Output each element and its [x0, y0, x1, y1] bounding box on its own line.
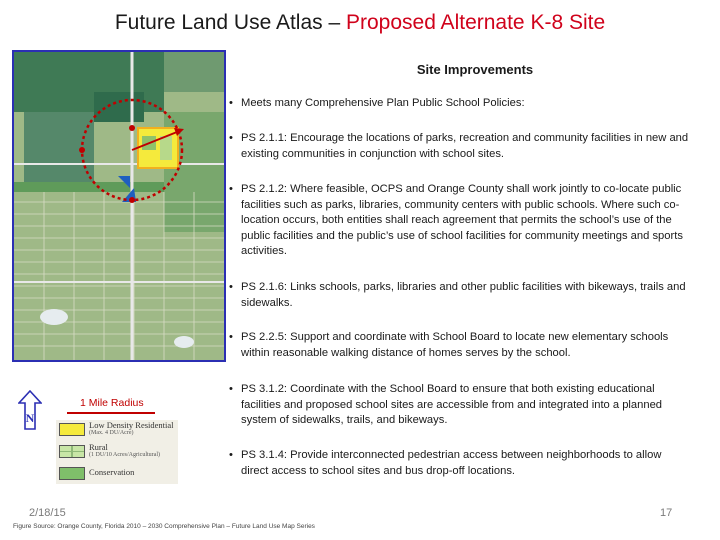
page-number: 17 — [660, 507, 673, 519]
bullet-marker: • — [229, 383, 233, 395]
list-item-text: PS 3.1.4: Provide interconnected pedestrian access between neighborhoods to allow direct access to school sites and bus drop-off locations. — [241, 449, 662, 477]
legend-item — [56, 442, 178, 462]
list-item — [229, 131, 691, 162]
bullet-marker: • — [229, 183, 233, 195]
radius-line — [67, 412, 155, 414]
list-item — [229, 96, 691, 112]
list-item-text: Meets many Comprehensive Plan Public School Policies: — [241, 97, 525, 109]
list-item-text: PS 2.1.2: Where feasible, OCPS and Orange County shall work jointly to co-locate public facilities such as parks, libraries, community centers with public schools. Where such co-location occurs, both entities shall reach agreement that permits the school’s use of the public facilities and the public’s use of school facilities for community meetings and sports activities. — [241, 183, 683, 257]
legend-label: Low Density Residential — [89, 420, 174, 430]
legend-item — [56, 464, 178, 484]
legend-label: Conservation — [89, 467, 135, 477]
title-accent: Proposed Alternate K-8 Site — [345, 11, 606, 34]
legend-swatch — [59, 467, 85, 480]
radius-label: 1 Mile Radius — [80, 397, 144, 409]
bullet-marker: • — [229, 331, 233, 343]
list-item — [229, 280, 691, 311]
bullet-marker: • — [229, 449, 233, 461]
bullet-marker: • — [229, 97, 233, 109]
map-legend — [56, 420, 178, 484]
north-label: N — [25, 411, 35, 425]
bullet-marker: • — [229, 281, 233, 293]
list-item — [229, 448, 691, 479]
legend-label: Rural — [89, 442, 108, 452]
legend-sublabel: (1 DU/10 Acres/Agricultural) — [89, 452, 160, 458]
list-item — [229, 182, 691, 260]
list-item-text: PS 3.1.2: Coordinate with the School Board to ensure that both existing educational facilities and proposed school sites are accessible from and integrated into a planned system of sidewalks, trails, and bikeways. — [241, 383, 663, 426]
map-graphic — [14, 52, 224, 360]
slide-date: 2/18/15 — [29, 507, 66, 519]
legend-item — [56, 420, 178, 440]
land-use-map — [12, 50, 226, 362]
list-item — [229, 382, 691, 429]
bullet-marker: • — [229, 132, 233, 144]
north-arrow-icon — [18, 390, 42, 430]
figure-source: Figure Source: Orange County, Florida 2010 – 2030 Comprehensive Plan – Future Land Use Map Series — [13, 523, 315, 530]
list-item-text: PS 2.1.6: Links schools, parks, libraries and other public facilities with bikeways, trails and sidewalks. — [241, 281, 686, 309]
legend-swatch — [59, 423, 85, 436]
legend-sublabel: (Max. 4 DU/Acre) — [89, 430, 134, 436]
slide-title — [0, 8, 720, 38]
section-subtitle: Site Improvements — [416, 62, 534, 77]
list-item — [229, 330, 691, 361]
legend-swatch — [59, 445, 85, 458]
list-item-text: PS 2.2.5: Support and coordinate with School Board to locate new elementary schools within reasonable walking distance of homes serves by the school. — [241, 331, 669, 359]
list-item-text: PS 2.1.1: Encourage the locations of parks, recreation and community facilities in new and existing communities in conjunction with school sites. — [241, 132, 689, 160]
title-main: Future Land Use Atlas – — [114, 11, 346, 34]
